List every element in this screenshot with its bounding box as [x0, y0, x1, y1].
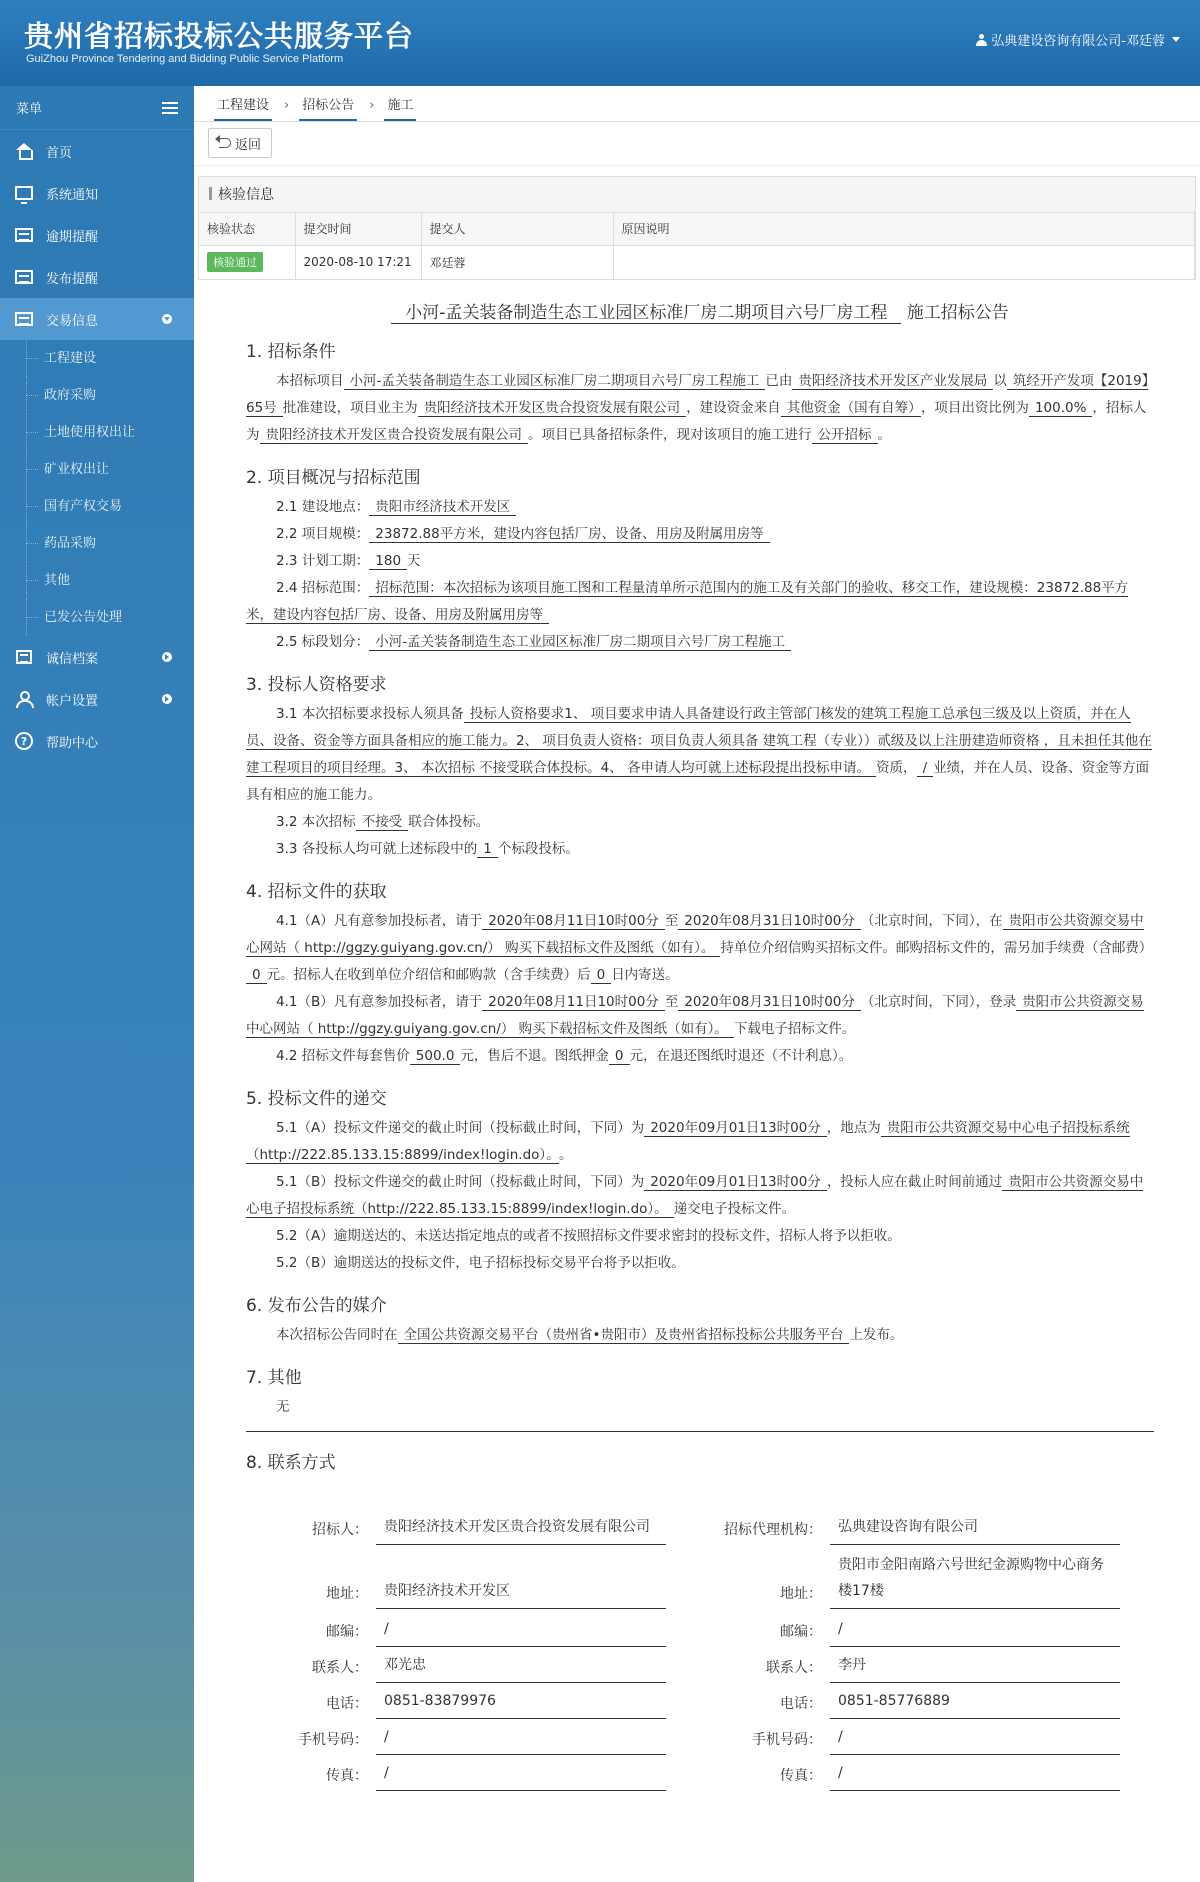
contact-label: 招标代理机构： [724, 1522, 822, 1538]
divider [246, 1431, 1154, 1432]
sidebar-subitem-published-notices[interactable]: 已发公告处理 [0, 599, 194, 636]
contact-label: 联系人： [312, 1660, 368, 1676]
sidebar-item-label: 系统通知 [46, 187, 99, 203]
sidebar-subitem-other[interactable]: 其他 [0, 562, 194, 599]
contact-value: 邓光忠 [376, 1652, 666, 1683]
submit-time: 2020-08-10 17:21 [295, 245, 421, 279]
notice-title-project: 小河-孟关装备制造生态工业园区标准厂房二期项目六号厂房工程 [391, 303, 901, 324]
section-heading: 1. 招标条件 [246, 342, 336, 362]
list-icon [16, 650, 32, 664]
contact-label: 招标人： [312, 1522, 368, 1538]
section-2-line: 2.2 项目规模： 23872.88平方米，建设内容包括厂房、设备、用房及附属用房等 [246, 521, 1154, 548]
verify-panel [198, 176, 1196, 280]
menu-header [0, 86, 194, 130]
help-icon: ? [15, 732, 33, 750]
sidebar-item-help-center[interactable] [0, 720, 194, 762]
contact-value: 贵阳经济技术开发区贵合投资发展有限公司 [376, 1514, 666, 1545]
breadcrumb-construction[interactable]: 施工 [384, 94, 416, 121]
contact-value: / [830, 1760, 1120, 1791]
status-badge: 核验通过 [207, 252, 263, 272]
section-heading: 3. 投标人资格要求 [246, 675, 387, 695]
section-heading: 4. 招标文件的获取 [246, 882, 387, 902]
contact-label: 电话： [326, 1696, 368, 1712]
sidebar-item-label: 诚信档案 [46, 651, 99, 667]
section-2-line: 2.5 标段划分： 小河-孟关装备制造生态工业园区标准厂房二期项目六号厂房工程施工 [246, 629, 1154, 656]
notice-title-suffix: 施工招标公告 [906, 303, 1009, 323]
section-4-text: 4.1（B）凡有意参加投标者，请于 2020年08月11日10时00分 至 2020年08月31日10时00分 （北京时间，下同），登录 贵阳市公共资源交易中心网站（ http://ggzy.guiyang.gov.cn/） 购买下载招标文件及图纸（如有）。 下载电子招标文件。 [246, 994, 1144, 1037]
caret-down-icon [1172, 37, 1180, 42]
chevron-right-icon: › [369, 98, 375, 113]
sidebar-item-credit-archive[interactable] [0, 636, 194, 678]
section-1-text: 本招标项目 小河-孟关装备制造生态工业园区标准厂房二期项目六号厂房工程施工 已由 贵阳经济技术开发区产业发展局 以 筑经开产发项【2019】65号 批准建设，项目业主为 贵阳经济技术开发区贵合投资发展有限公司 ，建设资金来自 其他资金（国有自筹） ，项目出资比例为 100.0% ，招标人为 贵阳经济技术开发区贵合投资发展有限公司 。项目已具备招标条件，现对该项目的施工进行 公开招标 。 [246, 373, 1149, 443]
section-heading: 7. 其他 [246, 1368, 302, 1388]
section-heading: 2. 项目概况与招标范围 [246, 468, 421, 488]
sidebar-item-label: 首页 [46, 145, 73, 161]
contact-row [246, 1683, 1154, 1719]
section-2-line: 2.3 计划工期： 180 天 [276, 553, 421, 569]
section-5-line: 5.2（B）逾期送达的投标文件，电子招标投标交易平台将予以拒收。 [276, 1255, 685, 1271]
breadcrumb-engineering[interactable]: 工程建设 [214, 94, 272, 121]
chevron-right-icon [162, 694, 172, 704]
column-header: 提交人 [421, 213, 613, 245]
sidebar-subitem-drug-procurement[interactable]: 药品采购 [0, 525, 194, 562]
section-3-line: 3.3 各投标人均可就上述标段中的 1 个标段投标。 [276, 841, 579, 857]
monitor-icon [15, 186, 33, 200]
contact-value: 0851-85776889 [830, 1688, 1120, 1719]
column-header: 核验状态 [199, 213, 295, 245]
home-icon [15, 143, 33, 159]
sidebar-item-label: 发布提醒 [46, 271, 99, 287]
main-content [194, 86, 1200, 1882]
column-header: 提交时间 [295, 213, 421, 245]
sidebar-subitem-land-use[interactable]: 土地使用权出让 [0, 414, 194, 451]
contact-row [246, 1755, 1154, 1791]
contact-value: 李丹 [830, 1652, 1120, 1683]
contact-row [246, 1545, 1154, 1609]
contact-label: 邮编： [326, 1624, 368, 1640]
sidebar-item-label: 帮助中心 [46, 735, 99, 751]
notice-title [246, 298, 1154, 323]
submitter: 邓廷蓉 [421, 245, 613, 279]
column-header: 原因说明 [613, 213, 1195, 245]
back-icon [219, 138, 231, 148]
sidebar-submenu [0, 340, 194, 636]
chevron-down-icon [162, 314, 172, 324]
contact-value: / [376, 1760, 666, 1791]
user-name: 弘典建设咨询有限公司-邓廷蓉 [991, 34, 1165, 49]
sidebar-item-account-settings[interactable] [0, 678, 194, 720]
user-menu[interactable] [976, 30, 1180, 49]
section-5-text: 5.1（A）投标文件递交的截止时间（投标截止时间，下同）为 2020年09月01日13时00分 ，地点为 贵阳市公共资源交易中心电子招投标系统（http://222.85.133.15:8899/index!login.do）。 。 [246, 1120, 1130, 1163]
section-5-text: 5.1（B）投标文件递交的截止时间（投标截止时间，下同）为 2020年09月01日13时00分 ，投标人应在截止时间前通过 贵阳市公共资源交易中心电子招投标系统（http://222.85.133.15:8899/index!login.do）。 递交电子投标文件。 [246, 1174, 1144, 1217]
section-4-text: 4.1（A）凡有意参加投标者，请于 2020年08月11日10时00分 至 2020年08月31日10时00分 （北京时间，下同），在 贵阳市公共资源交易中心网站（ http://ggzy.guiyang.gov.cn/） 购买下载招标文件及图纸（如有）。 持单位介绍信购买招标文件。邮购招标文件的，需另加手续费（含邮费）0 元。招标人在收到单位介绍信和邮购款（含手续费）后 0 日内寄送。 [246, 913, 1153, 983]
section-3-text: 3.1 本次招标要求投标人须具备 投标人资格要求1、 项目要求申请人具备建设行政主管部门核发的建筑工程施工总承包三级及以上资质，并在人员、设备、资金等方面具备相应的施工能力。2、 项目负责人资格：项目负责人须具备 建筑工程（专业））贰级及以上注册建造师资格 ，且未担任其他在建工程项目的项目经理。3、 本次招标 不接受联合体投标。4、 各申请人均可就上述标段提出投标申请。 资质， / 业绩，并在人员、设备、资金等方面具有相应的施工能力。 [246, 706, 1152, 803]
section-2-line: 2.1 建设地点： 贵阳市经济技术开发区 [246, 494, 1154, 521]
contact-row [246, 1609, 1154, 1647]
menu-label: 菜单 [16, 102, 43, 117]
contact-label: 传真： [780, 1768, 822, 1784]
sidebar-item-label: 帐户设置 [46, 693, 99, 709]
contact-label: 地址： [780, 1586, 822, 1602]
breadcrumb-tender-notice[interactable]: 招标公告 [299, 94, 357, 121]
verify-table [199, 213, 1195, 279]
contact-value: 贵阳经济技术开发区 [376, 1578, 666, 1609]
section-3-line: 3.2 本次招标 不接受 联合体投标。 [276, 814, 490, 830]
verify-panel-header [199, 177, 1195, 213]
sidebar-item-label: 逾期提醒 [46, 229, 99, 245]
breadcrumb [194, 86, 1200, 122]
section-4-line: 4.2 招标文件每套售价 500.0 元，售后不退。图纸押金 0 元，在退还图纸时退还（不计利息）。 [276, 1048, 853, 1064]
person-icon [16, 691, 32, 707]
contact-label: 邮编： [780, 1624, 822, 1640]
contact-value: / [376, 1724, 666, 1755]
table-row [199, 245, 1195, 279]
sidebar-subitem-engineering[interactable]: 工程建设 [0, 340, 194, 377]
sidebar-subitem-mining-rights[interactable]: 矿业权出让 [0, 451, 194, 488]
section-2-line: 2.4 招标范围： 招标范围：本次招标为该项目施工图和工程量清单所示范围内的施工及有关部门的验收、移交工作，建设规模：23872.88平方米，建设内容包括厂房、设备、用房及附属用房等 [246, 580, 1129, 623]
chevron-right-icon [162, 652, 172, 662]
toolbar [194, 122, 1200, 166]
contact-table [246, 1489, 1154, 1791]
reason [613, 245, 1195, 279]
back-button[interactable] [208, 128, 272, 158]
tender-notice [194, 298, 1200, 1791]
top-header [0, 0, 1200, 86]
sidebar-subitem-government-procurement[interactable]: 政府采购 [0, 377, 194, 414]
contact-value: / [830, 1616, 1120, 1647]
site-title: 贵州省招标投标公共服务平台 [24, 19, 415, 53]
contact-value: / [830, 1724, 1120, 1755]
sidebar [0, 86, 194, 1882]
sidebar-item-trade-info[interactable] [0, 298, 194, 340]
contact-value: 贵阳市金阳南路六号世纪金源购物中心商务楼17楼 [830, 1552, 1120, 1609]
hamburger-icon[interactable] [162, 102, 178, 114]
contact-value: 0851-83879976 [376, 1688, 666, 1719]
section-7-text: 无 [276, 1399, 290, 1415]
section-heading: 5. 投标文件的递交 [246, 1089, 387, 1109]
section-6-text: 本次招标公告同时在 全国公共资源交易平台（贵州省•贵阳市）及贵州省招标投标公共服务平台 上发布。 [276, 1327, 904, 1343]
back-button-label: 返回 [235, 137, 262, 153]
sidebar-subitem-state-property[interactable]: 国有产权交易 [0, 488, 194, 525]
contact-label: 地址： [326, 1586, 368, 1602]
contact-row [246, 1647, 1154, 1683]
site-subtitle: GuiZhou Province Tendering and Bidding Public Service Platform [26, 53, 344, 65]
sidebar-item-home[interactable] [0, 130, 194, 172]
verify-panel-title: 核验信息 [218, 187, 274, 203]
contact-row [246, 1719, 1154, 1755]
sidebar-item-label: 交易信息 [46, 313, 99, 329]
document-icon [15, 312, 33, 326]
document-icon [15, 270, 33, 284]
contact-value: 弘典建设咨询有限公司 [830, 1514, 1120, 1545]
user-icon [976, 34, 987, 46]
section-5-line: 5.2（A）逾期送达的、未送达指定地点的或者不按照招标文件要求密封的投标文件，招标人将予以拒收。 [276, 1228, 901, 1244]
section-heading: 6. 发布公告的媒介 [246, 1296, 387, 1316]
document-icon [15, 228, 33, 242]
contact-label: 手机号码： [298, 1732, 368, 1748]
section-heading: 8. 联系方式 [246, 1453, 336, 1473]
contact-row [246, 1489, 1154, 1545]
sidebar-item-overdue-reminder[interactable] [0, 214, 194, 256]
contact-value: / [376, 1616, 666, 1647]
sidebar-item-system-notice[interactable] [0, 172, 194, 214]
contact-label: 电话： [780, 1696, 822, 1712]
contact-label: 传真： [326, 1768, 368, 1784]
contact-label: 手机号码： [752, 1732, 822, 1748]
contact-label: 联系人： [766, 1660, 822, 1676]
chevron-right-icon: › [284, 98, 290, 113]
sidebar-item-publish-reminder[interactable] [0, 256, 194, 298]
